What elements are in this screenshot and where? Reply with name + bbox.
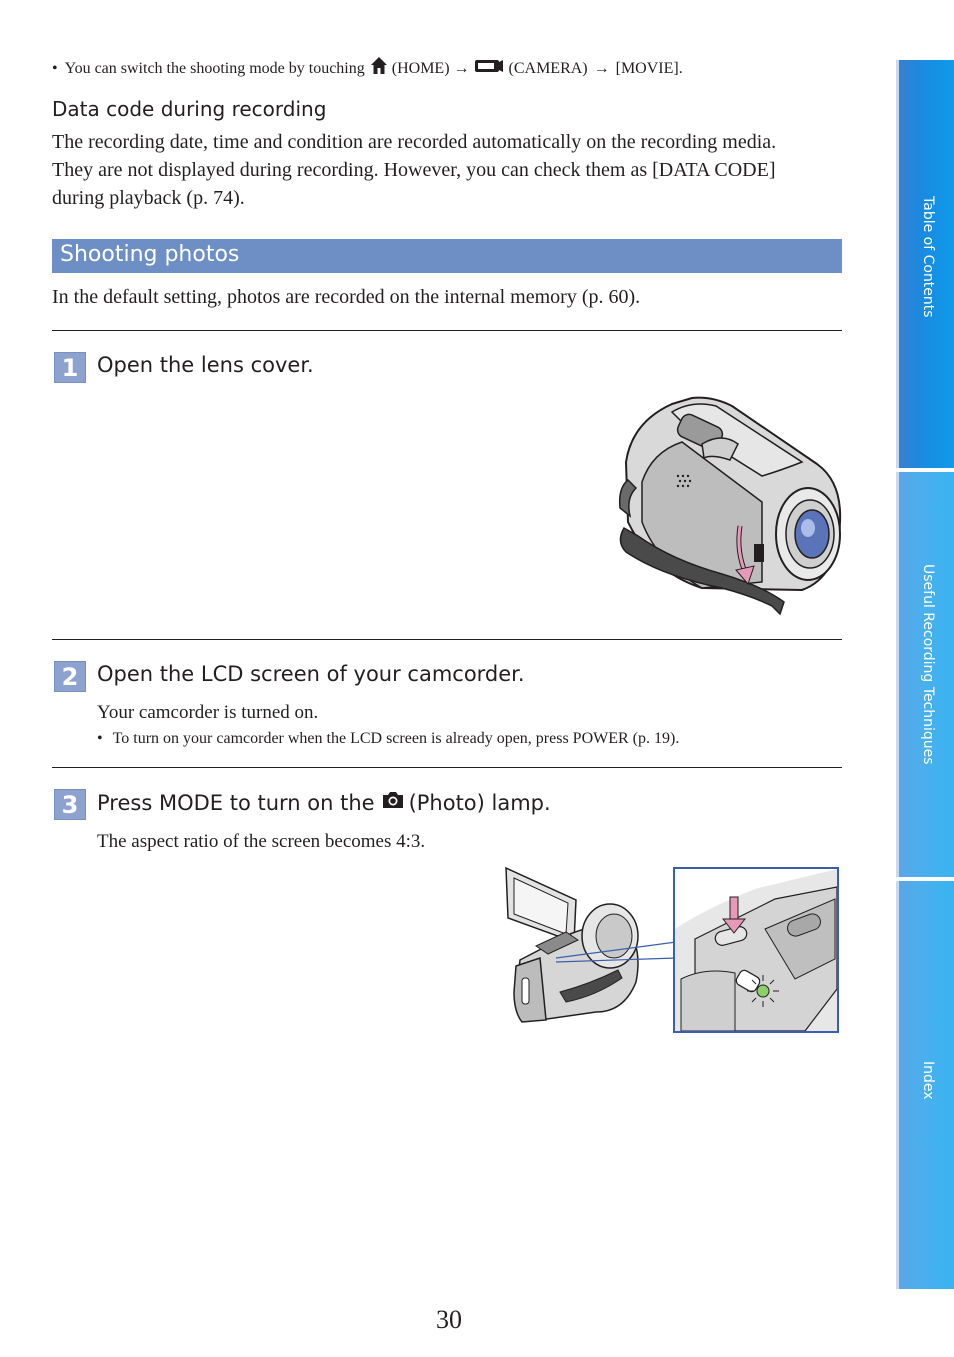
mode-button-detail-inset <box>673 867 839 1033</box>
step-3-title-before: Press MODE to turn on the <box>97 790 375 815</box>
home-icon <box>370 56 388 81</box>
data-code-heading: Data code during recording <box>52 97 327 121</box>
tab-label: Useful Recording Techniques <box>920 564 936 765</box>
camcorder-lens-cover-illustration <box>612 392 848 622</box>
step-3-text: The aspect ratio of the screen becomes 4:3. <box>97 831 426 852</box>
divider <box>52 767 842 768</box>
intro-text: You can switch the shooting mode by touching <box>64 59 365 77</box>
divider <box>52 330 842 331</box>
arrow-1: → <box>453 59 470 77</box>
section-note: In the default setting, photos are recorded on the internal memory (p. 60). <box>52 286 641 308</box>
step-2-bullet-text: To turn on your camcorder when the LCD screen is already open, press POWER (p. 19). <box>112 730 680 747</box>
data-code-paragraph <box>52 128 842 212</box>
step-3-title <box>97 790 551 815</box>
photo-camera-icon <box>381 790 405 815</box>
camcorder-lcd-illustration <box>500 862 680 1027</box>
paragraph-line: The recording date, time and condition are recorded automatically on the recording media. <box>52 131 777 153</box>
step-1-badge: 1 <box>54 352 86 383</box>
camera-label: (CAMERA) <box>508 59 588 77</box>
step-2-bullet <box>97 730 679 748</box>
page-number: 30 <box>436 1305 462 1334</box>
section-header <box>52 239 842 273</box>
step-3-badge: 3 <box>54 789 86 820</box>
bullet-dot: • <box>52 59 58 77</box>
paragraph-line: They are not displayed during recording. However, you can check them as [DATA CODE] <box>52 159 776 181</box>
paragraph-line: during playback (p. 74). <box>52 187 245 209</box>
step-1-title: Open the lens cover. <box>97 353 314 377</box>
intro-bullet <box>52 56 683 81</box>
step-2-title: Open the LCD screen of your camcorder. <box>97 662 525 686</box>
tab-label: Index <box>920 1061 936 1100</box>
movie-label: [MOVIE]. <box>615 59 683 77</box>
section-title: Shooting photos <box>60 242 240 267</box>
video-camera-icon <box>474 58 504 79</box>
home-label: (HOME) <box>391 59 450 77</box>
step-3-title-after: (Photo) lamp. <box>408 790 551 815</box>
divider <box>52 639 842 640</box>
tab-label: Table of Contents <box>920 196 936 318</box>
tab-table-of-contents[interactable] <box>896 60 954 468</box>
tab-useful-recording-techniques[interactable] <box>896 472 954 877</box>
bullet-dot: • <box>97 730 103 747</box>
tab-index[interactable] <box>896 881 954 1289</box>
arrow-2: → <box>593 59 610 77</box>
step-2-badge: 2 <box>54 661 86 692</box>
step-2-text: Your camcorder is turned on. <box>97 702 319 723</box>
